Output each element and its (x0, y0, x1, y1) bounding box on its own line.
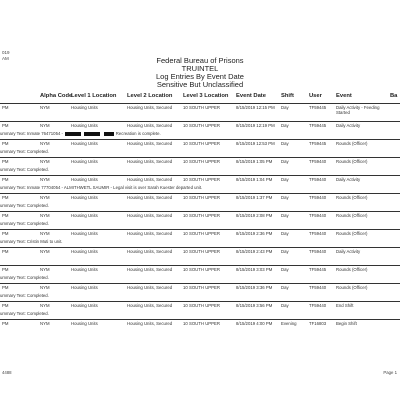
cell-event-date: 8/15/2019 1:05 PM (236, 159, 273, 164)
cell-pm: PM (2, 231, 9, 236)
cell-pm: PM (2, 213, 9, 218)
cell-alpha-code: NYM (40, 141, 50, 146)
cell-pm: PM (2, 141, 9, 146)
summary-text: ummary Text: Completed. (0, 311, 49, 316)
facility-title: TRUINTEL (181, 64, 219, 73)
cell-alpha-code: NYM (40, 267, 50, 272)
report-title: Log Entries By Event Date (156, 72, 244, 81)
col-ba: Ba (390, 93, 398, 99)
cell-shift: Day (281, 105, 289, 110)
cell-event-date: 8/15/2019 2:36 PM (236, 231, 273, 236)
cell-shift: Day (281, 249, 289, 254)
cell-level3: 10 SOUTH UPPER (183, 321, 221, 326)
cell-level2: Housing Units, Secured (127, 285, 173, 290)
row-divider (0, 247, 400, 248)
cell-level1: Housing Units (71, 213, 98, 218)
cell-event: Daily Activity (336, 177, 361, 182)
cell-level1: Housing Units (71, 105, 98, 110)
row-divider (0, 265, 400, 266)
cell-alpha-code: NYM (40, 249, 50, 254)
cell-user: TF59445 (309, 267, 327, 272)
cell-user: TF59440 (309, 285, 327, 290)
classification-label: Sensitive But Unclassified (156, 80, 244, 89)
cell-event: Daily Activity (336, 249, 361, 254)
col-level2-location: Level 2 Location (127, 93, 173, 99)
cell-user: TF16803 (309, 321, 327, 326)
row-divider (0, 211, 400, 212)
table-row (0, 303, 400, 315)
cell-alpha-code: NYM (40, 303, 50, 308)
footer-doc-number: 4488 (2, 370, 12, 375)
row-divider (0, 301, 400, 302)
cell-user: TF59440 (309, 213, 327, 218)
row-divider (0, 283, 400, 284)
col-shift: Shift (281, 93, 294, 99)
cell-user: TF59440 (309, 159, 327, 164)
column-header-row (0, 93, 400, 102)
cell-level1: Housing Units (71, 285, 98, 290)
cell-level3: 10 SOUTH UPPER (183, 303, 221, 308)
row-divider (0, 139, 400, 140)
cell-level1: Housing Units (71, 321, 98, 326)
cell-user: TF59445 (309, 123, 327, 128)
summary-text: ummary Text: Completed. (0, 149, 49, 154)
summary-prefix: ummary Text: Inmate 76471054 - (0, 131, 63, 136)
summary-text: ummary Text: Inmate 77704054 - ALMITHWETL SAUMIR - Legal visit is over Sarah Kuester departed unit. (0, 185, 203, 190)
cell-event: Rounds (Officer) (336, 285, 368, 290)
table-row (0, 141, 400, 153)
col-level3-location: Level 3 Location (183, 93, 229, 99)
cell-level1: Housing Units (71, 123, 98, 128)
cell-pm: PM (2, 123, 9, 128)
row-divider (0, 175, 400, 176)
cell-event-date: 8/15/2019 3:56 PM (236, 303, 273, 308)
cell-user: TF59445 (309, 141, 327, 146)
cell-event-date: 8/15/2019 1:04 PM (236, 177, 273, 182)
corner-year: 019 (2, 50, 10, 55)
cell-pm: PM (2, 267, 9, 272)
col-level1-location: Level 1 Location (71, 93, 117, 99)
cell-level3: 10 SOUTH UPPER (183, 285, 221, 290)
cell-user: TF59440 (309, 177, 327, 182)
cell-level2: Housing Units, Secured (127, 195, 173, 200)
redaction-bar (84, 132, 100, 137)
summary-text: ummary Text: Completed. (0, 167, 49, 172)
cell-level2: Housing Units, Secured (127, 105, 173, 110)
redaction-bar (65, 132, 81, 137)
cell-level2: Housing Units, Secured (127, 159, 173, 164)
cell-level1: Housing Units (71, 231, 98, 236)
cell-pm: PM (2, 285, 9, 290)
cell-level1: Housing Units (71, 195, 98, 200)
cell-event: Rounds (Officer) (336, 267, 368, 272)
col-event-date: Event Date (236, 93, 266, 99)
cell-alpha-code: NYM (40, 105, 50, 110)
cell-level3: 10 SOUTH UPPER (183, 213, 221, 218)
row-divider (0, 157, 400, 158)
table-row (0, 195, 400, 207)
summary-text: ummary Text: Completed. (0, 275, 49, 280)
cell-level2: Housing Units, Secured (127, 231, 173, 236)
cell-level3: 10 SOUTH UPPER (183, 105, 221, 110)
cell-user: TF59445 (309, 105, 327, 110)
summary-text: ummary Text: Completed. (0, 203, 49, 208)
summary-text (0, 131, 161, 136)
cell-event: Daily Activity (336, 123, 361, 128)
col-event: Event (336, 93, 352, 99)
cell-event-date: 8/15/2019 2:08 PM (236, 213, 273, 218)
cell-pm: PM (2, 249, 9, 254)
cell-level2: Housing Units, Secured (127, 123, 173, 128)
cell-level3: 10 SOUTH UPPER (183, 231, 221, 236)
row-divider (0, 319, 400, 320)
cell-event-date: 8/15/2019 12:53 PM (236, 141, 275, 146)
cell-shift: Day (281, 123, 289, 128)
cell-user: TF59440 (309, 231, 327, 236)
col-alpha-code: Alpha Code (40, 93, 73, 99)
cell-event: Rounds (Officer) (336, 231, 368, 236)
summary-text: ummary Text: Cristin Muti to unit. (0, 239, 63, 244)
cell-level1: Housing Units (71, 267, 98, 272)
cell-alpha-code: NYM (40, 177, 50, 182)
cell-event-date: 8/15/2019 3:03 PM (236, 267, 273, 272)
cell-level3: 10 SOUTH UPPER (183, 267, 221, 272)
table-row (0, 159, 400, 171)
cell-event-date: 8/15/2019 1:37 PM (236, 195, 273, 200)
row-divider (0, 103, 400, 104)
cell-level3: 10 SOUTH UPPER (183, 177, 221, 182)
cell-event-date: 8/15/2019 3:36 PM (236, 285, 273, 290)
cell-pm: PM (2, 195, 9, 200)
cell-shift: Day (281, 303, 289, 308)
cell-level3: 10 SOUTH UPPER (183, 249, 221, 254)
footer-page-number: Page 1 (383, 370, 397, 375)
cell-pm: PM (2, 159, 9, 164)
table-row (0, 213, 400, 225)
cell-pm: PM (2, 177, 9, 182)
cell-alpha-code: NYM (40, 213, 50, 218)
cell-event: Rounds (Officer) (336, 213, 368, 218)
table-row (0, 249, 400, 261)
cell-alpha-code: NYM (40, 231, 50, 236)
cell-alpha-code: NYM (40, 195, 50, 200)
cell-shift: Day (281, 195, 289, 200)
col-user: User (309, 93, 322, 99)
cell-event: Rounds (Officer) (336, 141, 368, 146)
table-row (0, 285, 400, 297)
cell-level2: Housing Units, Secured (127, 303, 173, 308)
corner-ampm: AM (2, 56, 9, 61)
cell-alpha-code: NYM (40, 321, 50, 326)
agency-title: Federal Bureau of Prisons (156, 56, 244, 65)
cell-level3: 10 SOUTH UPPER (183, 123, 221, 128)
cell-event: Rounds (Officer) (336, 195, 368, 200)
cell-level1: Housing Units (71, 249, 98, 254)
cell-level3: 10 SOUTH UPPER (183, 159, 221, 164)
cell-pm: PM (2, 303, 9, 308)
cell-level2: Housing Units, Secured (127, 321, 173, 326)
cell-level3: 10 SOUTH UPPER (183, 141, 221, 146)
cell-level2: Housing Units, Secured (127, 249, 173, 254)
cell-level2: Housing Units, Secured (127, 267, 173, 272)
cell-event-date: 8/15/2019 2:43 PM (236, 249, 273, 254)
cell-pm: PM (2, 321, 9, 326)
cell-user: TF59440 (309, 303, 327, 308)
cell-event-date: 8/15/2019 12:15 PM (236, 105, 275, 110)
cell-user: TF59440 (309, 195, 327, 200)
cell-level2: Housing Units, Secured (127, 177, 173, 182)
cell-event-date: 8/15/2019 4:00 PM (236, 321, 273, 326)
cell-shift: Day (281, 231, 289, 236)
redaction-bar (104, 132, 114, 137)
cell-event: Rounds (Officer) (336, 159, 368, 164)
row-divider (0, 229, 400, 230)
row-divider (0, 121, 400, 122)
cell-shift: Day (281, 267, 289, 272)
cell-level2: Housing Units, Secured (127, 141, 173, 146)
cell-pm: PM (2, 105, 9, 110)
cell-event-date: 8/15/2019 12:19 PM (236, 123, 275, 128)
cell-event: Begin Shift (336, 321, 357, 326)
cell-event: End Shift (336, 303, 354, 308)
summary-text: ummary Text: Completed. (0, 221, 49, 226)
cell-shift: Day (281, 177, 289, 182)
cell-alpha-code: NYM (40, 285, 50, 290)
cell-level1: Housing Units (71, 177, 98, 182)
cell-shift: Day (281, 213, 289, 218)
table-row (0, 321, 400, 333)
summary-text: ummary Text: Completed. (0, 293, 49, 298)
cell-alpha-code: NYM (40, 159, 50, 164)
table-row (0, 105, 400, 117)
cell-alpha-code: NYM (40, 123, 50, 128)
cell-shift: Day (281, 285, 289, 290)
cell-level2: Housing Units, Secured (127, 213, 173, 218)
cell-event: Daily Activity - Feeding Started (336, 105, 380, 115)
summary-suffix: Recreation is complete. (115, 131, 161, 136)
cell-user: TF59440 (309, 249, 327, 254)
cell-shift: Evening (281, 321, 297, 326)
cell-level1: Housing Units (71, 159, 98, 164)
cell-level1: Housing Units (71, 141, 98, 146)
cell-shift: Day (281, 159, 289, 164)
row-divider (0, 193, 400, 194)
cell-level1: Housing Units (71, 303, 98, 308)
table-row (0, 267, 400, 279)
cell-level3: 10 SOUTH UPPER (183, 195, 221, 200)
cell-shift: Day (281, 141, 289, 146)
